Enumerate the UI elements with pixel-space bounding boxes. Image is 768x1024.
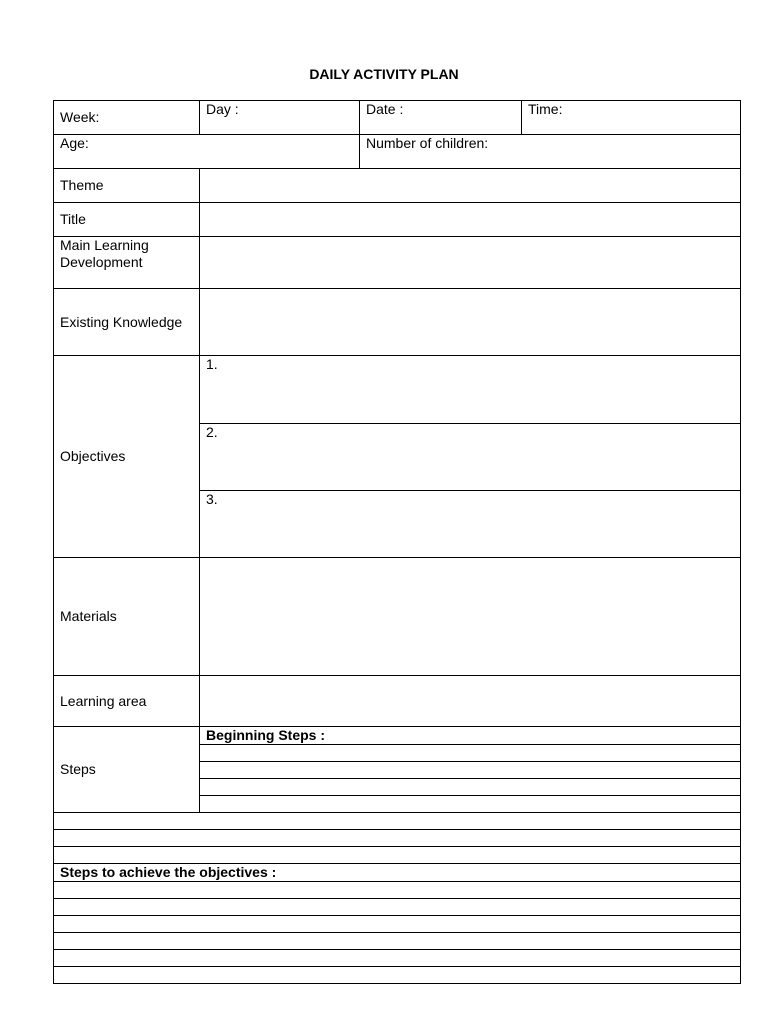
- blank-line[interactable]: [54, 830, 741, 847]
- learning-area-label: Learning area: [54, 676, 200, 727]
- time-field[interactable]: Time:: [522, 101, 741, 135]
- achieve-line[interactable]: [54, 882, 741, 899]
- row-achieve-6: [54, 967, 741, 984]
- steps-label: Steps: [54, 727, 200, 813]
- blank-line[interactable]: [54, 813, 741, 830]
- steps-line-4[interactable]: [200, 796, 741, 813]
- row-theme: [54, 169, 741, 203]
- achieve-line[interactable]: [54, 916, 741, 933]
- row-achieve-1: [54, 882, 741, 899]
- row-main-learning-development: [54, 237, 741, 289]
- steps-line-1[interactable]: [200, 745, 741, 762]
- date-field[interactable]: Date :: [360, 101, 522, 135]
- beginning-steps-label: Beginning Steps :: [200, 727, 741, 745]
- main-learning-development-input[interactable]: [200, 237, 741, 289]
- row-learning-area: [54, 676, 741, 727]
- activity-plan-table: [53, 100, 741, 984]
- row-materials: [54, 558, 741, 676]
- achieve-line[interactable]: [54, 899, 741, 916]
- blank-line[interactable]: [54, 847, 741, 864]
- theme-label: Theme: [54, 169, 200, 203]
- learning-area-input[interactable]: [200, 676, 741, 727]
- row-blank-2: [54, 830, 741, 847]
- row-existing-knowledge: [54, 289, 741, 356]
- objective-3-input[interactable]: 3.: [200, 491, 741, 558]
- title-input[interactable]: [200, 203, 741, 237]
- achieve-line[interactable]: [54, 950, 741, 967]
- row-achieve-2: [54, 899, 741, 916]
- row-achieve-3: [54, 916, 741, 933]
- row-week-day-date-time: [54, 101, 741, 135]
- row-achieve-4: [54, 933, 741, 950]
- row-achieve-5: [54, 950, 741, 967]
- row-blank-3: [54, 847, 741, 864]
- objectives-label: Objectives: [54, 356, 200, 558]
- page-title: DAILY ACTIVITY PLAN: [309, 66, 459, 82]
- row-objective-1: [54, 356, 741, 424]
- row-title: [54, 203, 741, 237]
- title-label: Title: [54, 203, 200, 237]
- age-field[interactable]: Age:: [54, 135, 360, 169]
- steps-line-2[interactable]: [200, 762, 741, 779]
- row-age-children: [54, 135, 741, 169]
- materials-input[interactable]: [200, 558, 741, 676]
- number-of-children-field[interactable]: Number of children:: [360, 135, 741, 169]
- steps-to-achieve-label: Steps to achieve the objectives :: [54, 864, 741, 882]
- week-field[interactable]: Week:: [54, 101, 200, 135]
- steps-line-3[interactable]: [200, 779, 741, 796]
- row-steps-to-achieve: [54, 864, 741, 882]
- theme-input[interactable]: [200, 169, 741, 203]
- main-learning-development-label: Main Learning Development: [54, 237, 200, 289]
- achieve-line[interactable]: [54, 967, 741, 984]
- achieve-line[interactable]: [54, 933, 741, 950]
- materials-label: Materials: [54, 558, 200, 676]
- row-blank-1: [54, 813, 741, 830]
- row-steps-1: [54, 727, 741, 745]
- existing-knowledge-input[interactable]: [200, 289, 741, 356]
- objective-2-input[interactable]: 2.: [200, 424, 741, 491]
- day-field[interactable]: Day :: [200, 101, 360, 135]
- objective-1-input[interactable]: 1.: [200, 356, 741, 424]
- existing-knowledge-label: Existing Knowledge: [54, 289, 200, 356]
